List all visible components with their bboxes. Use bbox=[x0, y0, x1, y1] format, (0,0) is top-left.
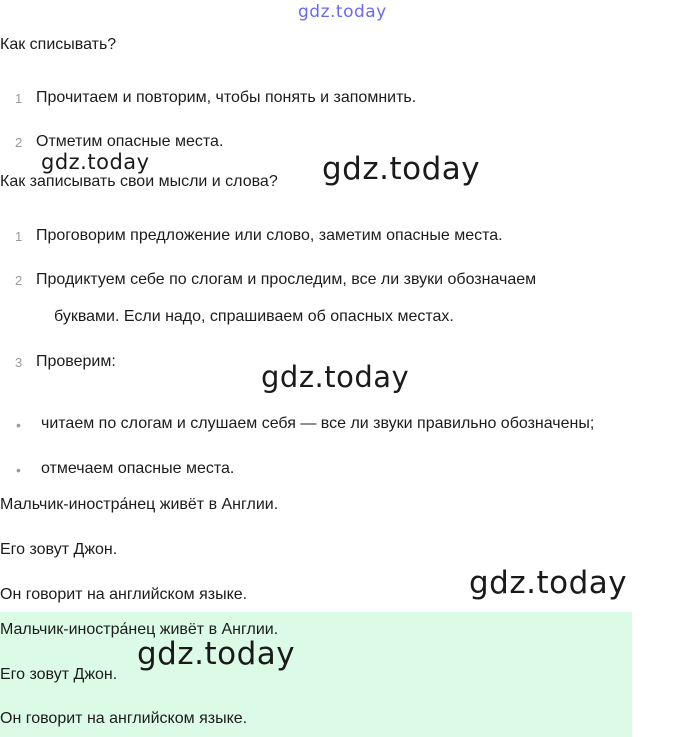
bullet-icon: • bbox=[16, 462, 21, 478]
watermark: gdz.today bbox=[322, 151, 481, 187]
text-line: Его зовут Джон. bbox=[0, 541, 118, 558]
watermark: gdz.today bbox=[41, 150, 150, 174]
watermark: gdz.today bbox=[261, 360, 410, 394]
step-text-continued: буквами. Если надо, спрашиваем об опасных местах. bbox=[54, 308, 454, 325]
step-text: Продиктуем себе по слогам и проследим, все ли звуки обозначаем bbox=[36, 271, 537, 288]
bullet-text: отмечаем опасные места. bbox=[41, 460, 235, 477]
step-text: Отметим опасные места. bbox=[36, 133, 224, 150]
answer-line: Мальчик-иностра́нец живёт в Англии. bbox=[0, 621, 279, 638]
watermark: gdz.today bbox=[469, 565, 628, 601]
bullet-icon: • bbox=[16, 417, 21, 433]
text-line: Мальчик-иностра́нец живёт в Англии. bbox=[0, 496, 279, 513]
answer-line: Он говорит на английском языке. bbox=[0, 710, 248, 727]
step-text: Проговорим предложение или слово, заметим опасные места. bbox=[36, 227, 503, 244]
text-line: Он говорит на английском языке. bbox=[0, 586, 248, 603]
section2-heading: Как записывать свои мысли и слова? bbox=[0, 173, 278, 190]
step-text: Прочитаем и повторим, чтобы понять и запомнить. bbox=[36, 89, 417, 106]
step-number: 2 bbox=[15, 273, 23, 288]
step-number: 2 bbox=[15, 135, 23, 150]
step-number: 1 bbox=[15, 91, 23, 106]
watermark: gdz.today bbox=[137, 636, 296, 672]
section1-heading: Как списывать? bbox=[0, 36, 117, 53]
step-text: Проверим: bbox=[36, 353, 116, 370]
step-number: 3 bbox=[15, 355, 23, 370]
step-number: 1 bbox=[15, 229, 23, 244]
answer-line: Его зовут Джон. bbox=[0, 666, 118, 683]
bullet-text: читаем по слогам и слушаем себя — все ли звуки правильно обозначены; bbox=[41, 415, 595, 432]
watermark-top: gdz.today bbox=[298, 2, 387, 22]
